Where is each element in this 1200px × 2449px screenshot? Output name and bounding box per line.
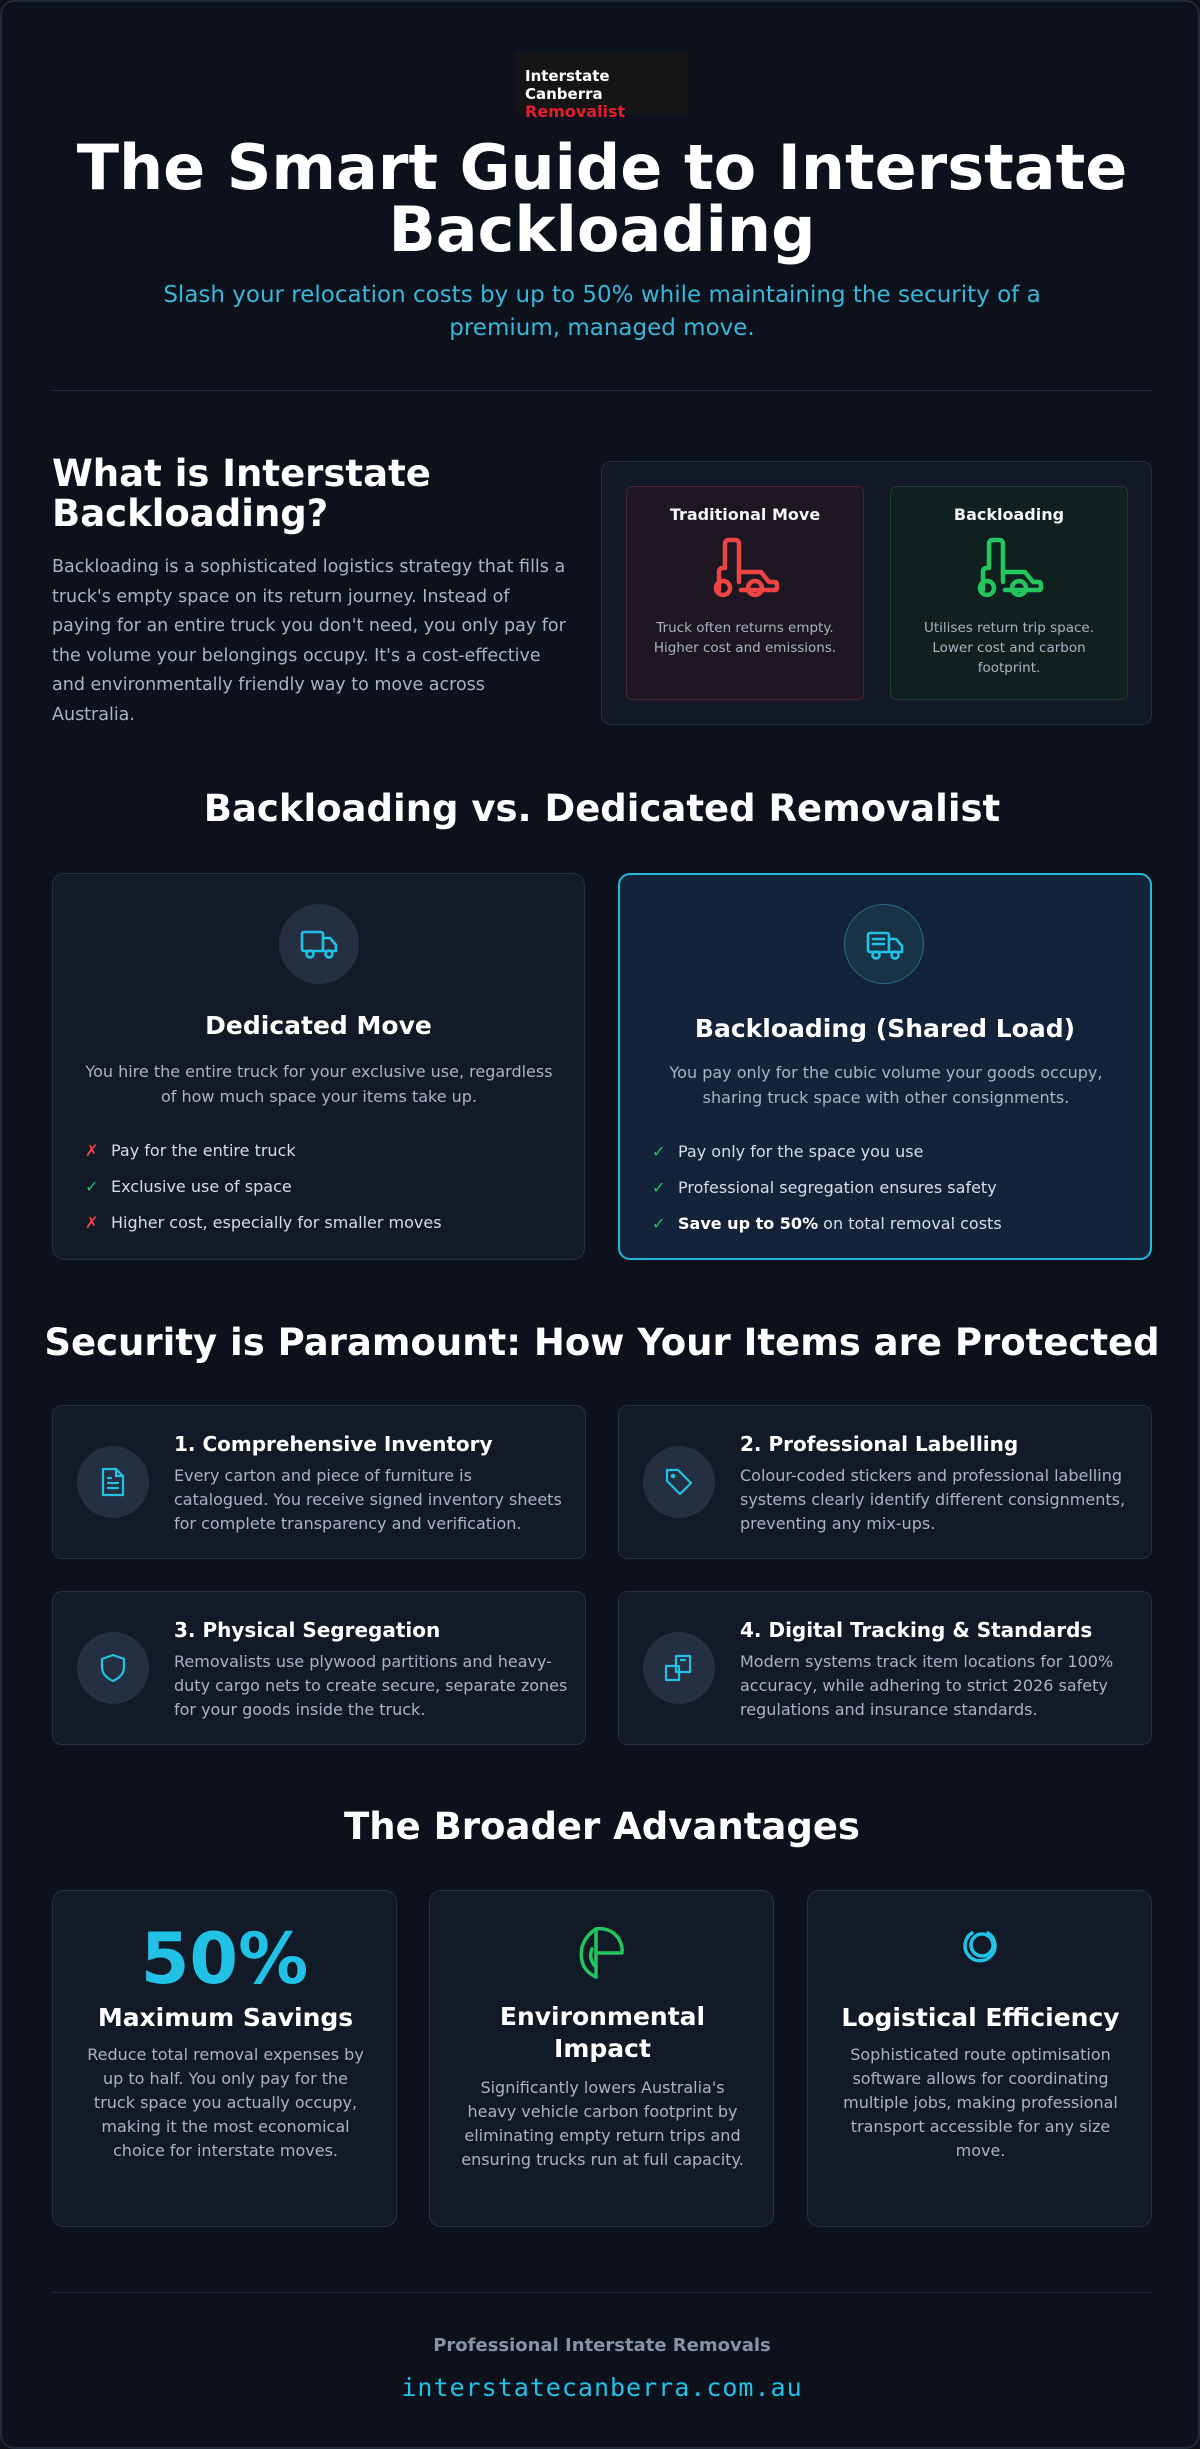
brand-subname: Removalist [525,102,626,121]
list-item: ✓ Exclusive use of space [85,1169,442,1205]
advantage-title: Maximum Savings [97,2003,354,2032]
versus-heading: Backloading vs. Dedicated Removalist [203,787,1001,830]
cross-icon: ✗ [85,1213,99,1232]
security-card-labelling [618,1405,1152,1559]
security-text: Every carton and piece of furniture is catalogued. You receive signed inventory sheets for complete transparency and verification. [174,1466,562,1533]
security-icon-circle [77,1632,149,1704]
footer-tagline: Professional Interstate Removals [433,2335,771,2356]
leaf-icon [572,1923,632,1983]
dedicated-move-title: Dedicated Move [205,1011,432,1040]
check-icon: ✓ [652,1142,666,1161]
security-text: Removalists use plywood partitions and heavy-duty cargo nets to create secure, separate zones for your goods inside the truck. [174,1652,568,1719]
tag-icon [663,1466,695,1498]
backloading-title: Backloading [953,505,1065,524]
advantages-heading: The Broader Advantages [344,1805,860,1848]
shared-load-title: Backloading (Shared Load) [694,1014,1076,1043]
security-card-inventory [52,1405,586,1559]
security-heading: Security is Paramount: How Your Items are Protected [44,1321,1160,1364]
dedicated-move-desc: You hire the entire truck for your exclusive use, regardless of how much space your items take up. [85,1062,553,1106]
advantage-icon [808,1925,1151,1969]
cycle-icon [958,1925,1002,1969]
document-icon [97,1466,129,1498]
advantage-icon [430,1923,773,1983]
section-divider [52,390,1152,391]
dedicated-icon-circle [279,904,359,984]
advantage-card-savings [52,1890,397,2227]
brand-name: Interstate Canberra [525,67,610,103]
advantage-text: Reduce total removal expenses by up to half. You only pay for the truck space you actually occupy, making it the most economical choice for interstate moves. [87,2045,364,2160]
list-item: ✗ Pay for the entire truck [85,1133,442,1169]
shared-load-desc: You pay only for the cubic volume your goods occupy, sharing truck space with other consignments. [669,1063,1103,1107]
truck-icon [299,924,339,964]
dedicated-move-card [52,873,585,1260]
security-title: 2. Professional Labelling [740,1432,1019,1456]
what-is-description: Backloading is a sophisticated logistics strategy that fills a truck's empty space on its return journey. Instead of paying for an entire truck you don't need, you only pay for the volume your belongings occupy. It's a cost-effective and environmentally friendly way to move across Australia. [52,557,566,725]
security-title: 1. Comprehensive Inventory [174,1432,493,1456]
traditional-move-title: Traditional Move [669,505,821,524]
savings-highlight: Save up to 50% [678,1214,819,1233]
security-icon-circle [77,1446,149,1518]
check-icon: ✓ [652,1178,666,1197]
backloading-card [890,486,1128,700]
advantage-title: Environmental Impact [499,2002,706,2063]
security-title: 4. Digital Tracking & Standards [740,1618,1093,1642]
truck-icon [709,536,781,608]
list-item: ✗ Higher cost, especially for smaller moves [85,1205,442,1241]
footer-divider [52,2292,1152,2293]
check-icon: ✓ [652,1214,666,1233]
backloading-text: Utilises return trip space. Lower cost and carbon footprint. [923,620,1094,676]
advantage-card-efficiency [807,1890,1152,2227]
shared-truck-icon [865,925,905,965]
security-icon-circle [643,1632,715,1704]
tracking-icon [663,1652,695,1684]
what-is-heading: What is Interstate Backloading? [52,452,431,535]
dedicated-feature-list [85,1133,442,1241]
security-card-segregation [52,1591,586,1745]
advantage-title: Logistical Efficiency [841,2003,1120,2032]
check-icon: ✓ [85,1177,99,1196]
shared-load-card [618,873,1152,1260]
footer-url-link[interactable]: interstatecanberra.com.au [401,2373,803,2402]
page-title: The Smart Guide to Interstate Backloading [76,131,1128,266]
traditional-move-card [626,486,864,700]
security-icon-circle [643,1446,715,1518]
security-text: Modern systems track item locations for 100% accuracy, while adhering to strict 2026 safety regulations and insurance standards. [740,1652,1114,1719]
truck-icon [973,536,1045,608]
brand-logo[interactable] [515,52,689,121]
advantage-text: Sophisticated route optimisation software allows for coordinating multiple jobs, making professional transport accessible for any size move. [843,2045,1118,2160]
security-text: Colour-coded stickers and professional labelling systems clearly identify different consignments, preventing any mix-ups. [740,1466,1126,1533]
list-item: ✓ Pay only for the space you use [652,1134,1002,1170]
shared-feature-list [652,1134,1002,1242]
move-comparison-panel [601,461,1152,725]
advantage-card-environment [429,1890,774,2227]
page-subtitle: Slash your relocation costs by up to 50% while maintaining the security of a premium, managed move. [163,282,1041,341]
savings-stat: 50% [140,1918,309,2000]
shared-icon-circle [844,904,924,984]
traditional-move-text: Truck often returns empty. Higher cost and emissions. [653,620,837,656]
shield-icon [97,1652,129,1684]
advantage-text: Significantly lowers Australia's heavy vehicle carbon footprint by eliminating empty return trips and ensuring trucks run at full capacity. [461,2078,744,2169]
list-item: ✓ Save up to 50% on total removal costs [652,1206,1002,1242]
list-item: ✓ Professional segregation ensures safety [652,1170,1002,1206]
security-title: 3. Physical Segregation [174,1618,441,1642]
cross-icon: ✗ [85,1141,99,1160]
security-card-tracking [618,1591,1152,1745]
